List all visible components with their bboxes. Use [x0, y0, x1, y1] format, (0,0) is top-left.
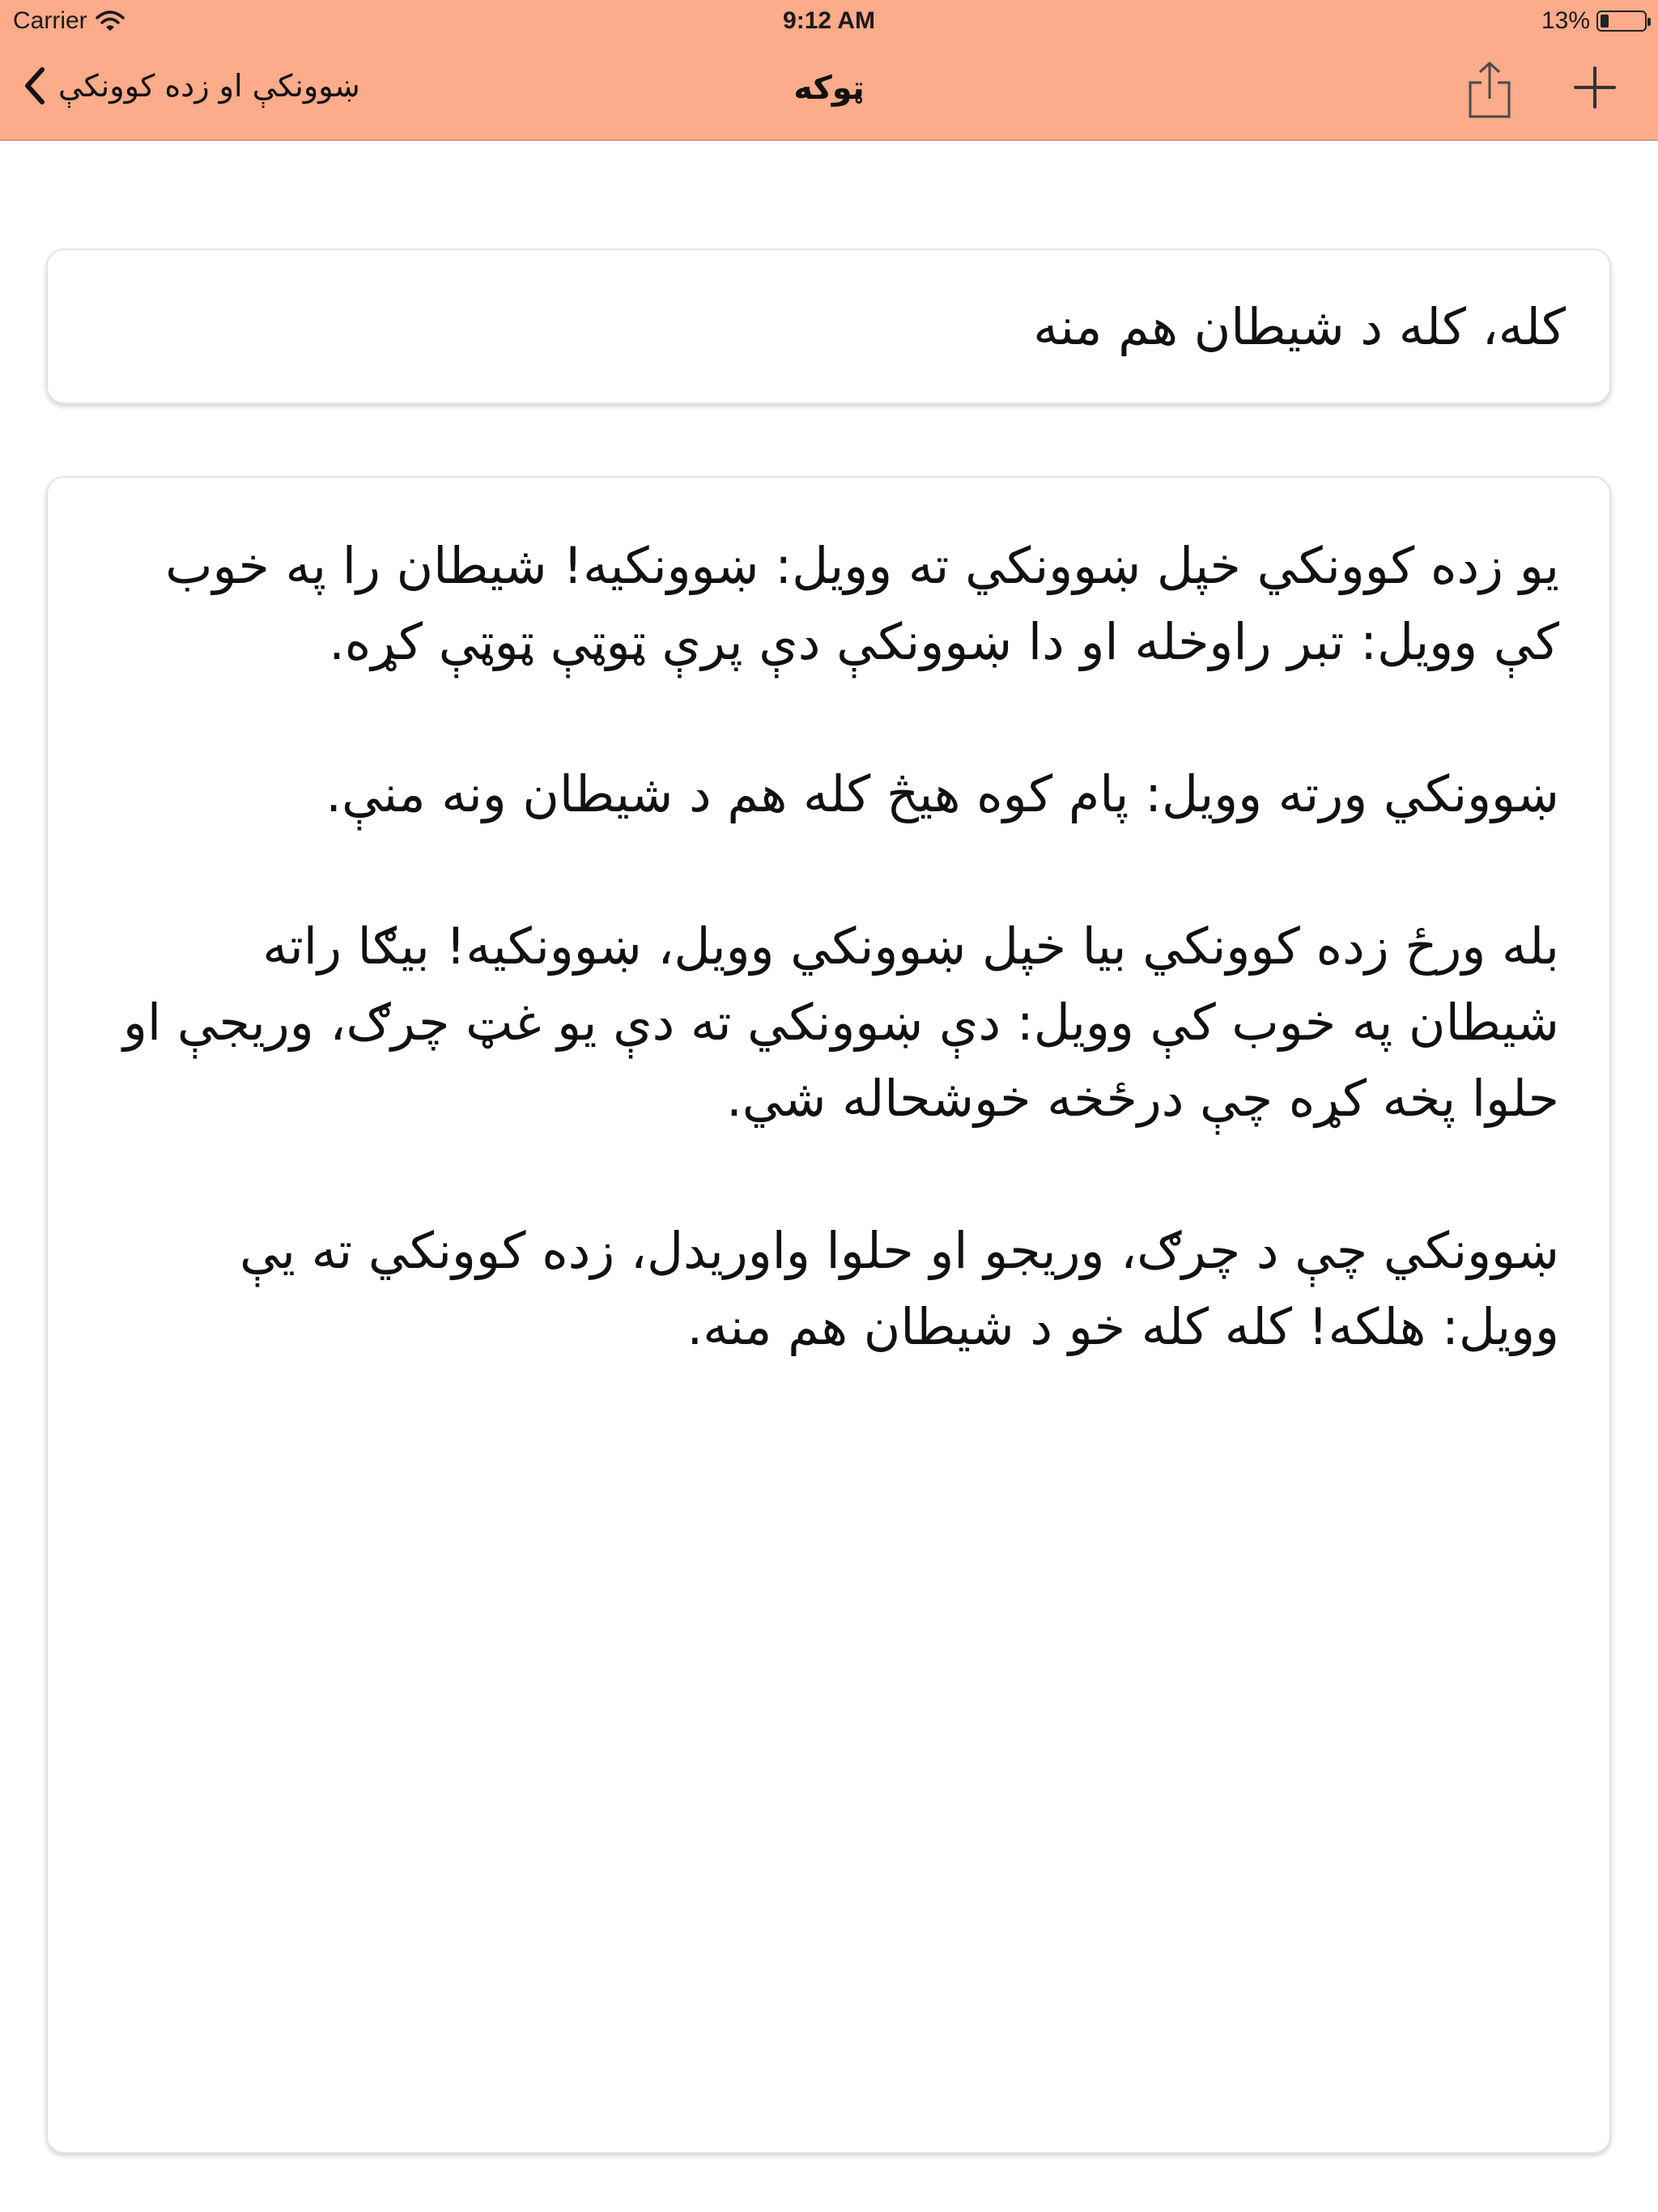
joke-body-card: [46, 476, 1611, 2154]
battery-percent: 13%: [1541, 7, 1590, 34]
joke-paragraph: یو زده کوونکي خپل ښوونکي ته وویل: ښوونکیه! شیطان را په خوب کې وویل: تبر راوخله او دا ښوونکې دې پرې ټوټې ټوټې کړه.: [165, 536, 1559, 671]
joke-body: [113, 528, 1559, 1441]
joke-paragraph: بله ورځ زده کوونکي بیا خپل ښوونکي وویل، ښوونکیه! بیګا راته شیطان په خوب کې وویل: دې ښوونکي ته دې یو غټ چرګ، وریجې او حلوا پخه کړه چې درځخه خوشحاله شي.: [122, 917, 1559, 1128]
status-bar: [0, 0, 1658, 42]
battery-icon: [1596, 11, 1647, 32]
carrier-label: Carrier: [13, 7, 87, 34]
battery-level: [1601, 15, 1609, 28]
status-time: 9:12 AM: [783, 7, 875, 34]
back-button-label: ښوونکې او زده کوونکې: [58, 68, 360, 104]
header: [0, 0, 1658, 141]
navigation-bar: [0, 42, 1658, 139]
joke-title: کله، کله د شیطان هم منه: [1033, 297, 1566, 356]
joke-paragraph: ښوونکي چې د چرګ، وریجو او حلوا واوریدل، زده کوونکي ته یې وویل: هلکه! کله کله خو د شیطان هم منه.: [239, 1221, 1559, 1356]
joke-paragraph: ښوونکي ورته وویل: پام کوه هیڅ کله هم د شیطان ونه منې.: [325, 764, 1559, 823]
share-icon[interactable]: [1464, 60, 1516, 120]
page-title: ټوکه: [793, 70, 865, 107]
plus-icon[interactable]: [1572, 65, 1618, 110]
battery-indicator: [1541, 7, 1647, 35]
joke-title-card: [46, 249, 1611, 404]
